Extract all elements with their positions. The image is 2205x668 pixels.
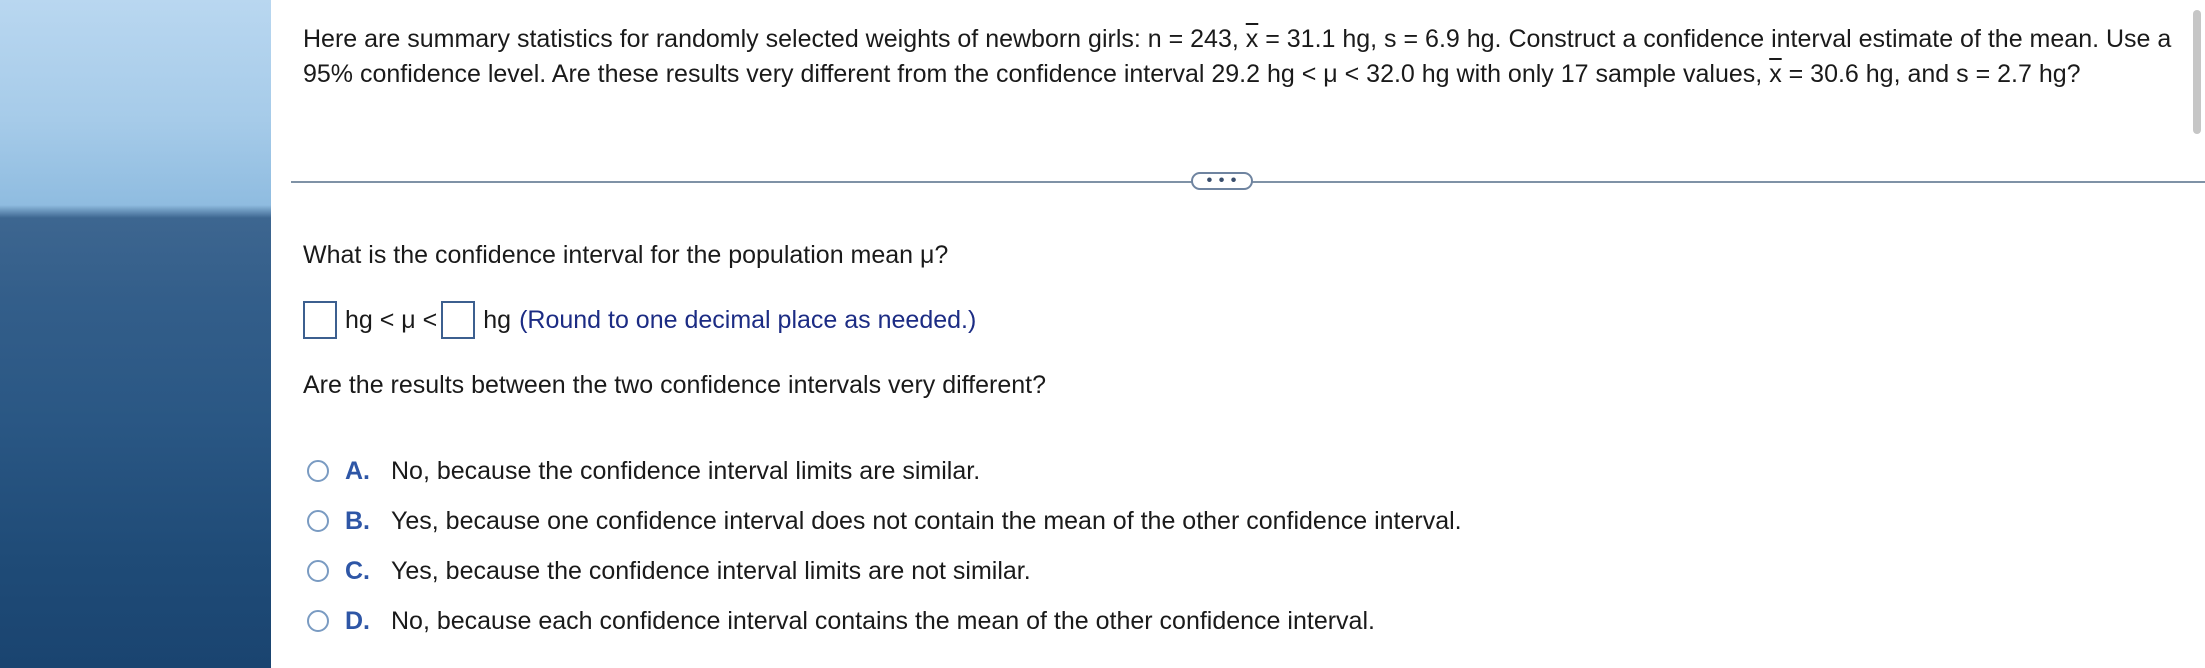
option-a[interactable] [307,446,1462,496]
radio-button-icon[interactable] [307,510,329,532]
scrollbar-thumb[interactable] [2193,10,2201,134]
interval-prompt: What is the confidence interval for the population mean μ? [303,241,949,269]
sample-mean-symbol-2: $\overline{x}$ [1769,60,1782,88]
radio-button-icon[interactable] [307,560,329,582]
radio-button-icon[interactable] [307,610,329,632]
difference-prompt: Are the results between the two confidence intervals very different? [303,371,1047,399]
interval-middle-label: hg < μ < [345,305,438,334]
question-part-3: = 30.6 hg, and s = 2.7 hg? [1781,60,2081,88]
expand-button[interactable]: • • • [1191,172,1253,190]
question-part-1: Here are summary statistics for randomly selected weights of newborn girls: n = 243, [303,25,1246,53]
option-letter: C. [345,556,370,585]
rounding-hint: (Round to one decimal place as needed.) [519,305,977,334]
option-text: No, because the confidence interval limits are similar. [391,456,981,485]
question-part-2: = 31.1 hg, s = 6.9 hg. Construct a confidence interval estimate of the mean. Use a 95% confidence level. Are these results very different from the confidence interval 29.2 hg < μ < 32.0 hg with only 17 sample values, [303,25,2172,88]
option-text: Yes, because one confidence interval does not contain the mean of the other confidence interval. [391,506,1462,535]
desktop-background [0,0,271,668]
radio-button-icon[interactable] [307,460,329,482]
option-text: Yes, because the confidence interval limits are not similar. [391,556,1031,585]
interval-unit-label: hg [483,305,512,334]
lower-bound-input[interactable] [303,301,337,339]
option-c[interactable] [307,546,1462,596]
option-d[interactable] [307,596,1462,646]
upper-bound-input[interactable] [441,301,475,339]
option-letter: D. [345,606,370,635]
interval-answer-row [303,300,976,340]
question-panel [271,0,2205,668]
sample-mean-symbol: $\overline{x}$ [1245,25,1259,53]
scrollbar[interactable] [2191,0,2203,140]
option-letter: B. [345,506,370,535]
option-b[interactable] [307,496,1462,546]
question-text [303,22,2173,92]
option-text: No, because each confidence interval contains the mean of the other confidence interval. [391,606,1375,635]
answer-options [307,446,1462,646]
option-letter: A. [345,456,370,485]
